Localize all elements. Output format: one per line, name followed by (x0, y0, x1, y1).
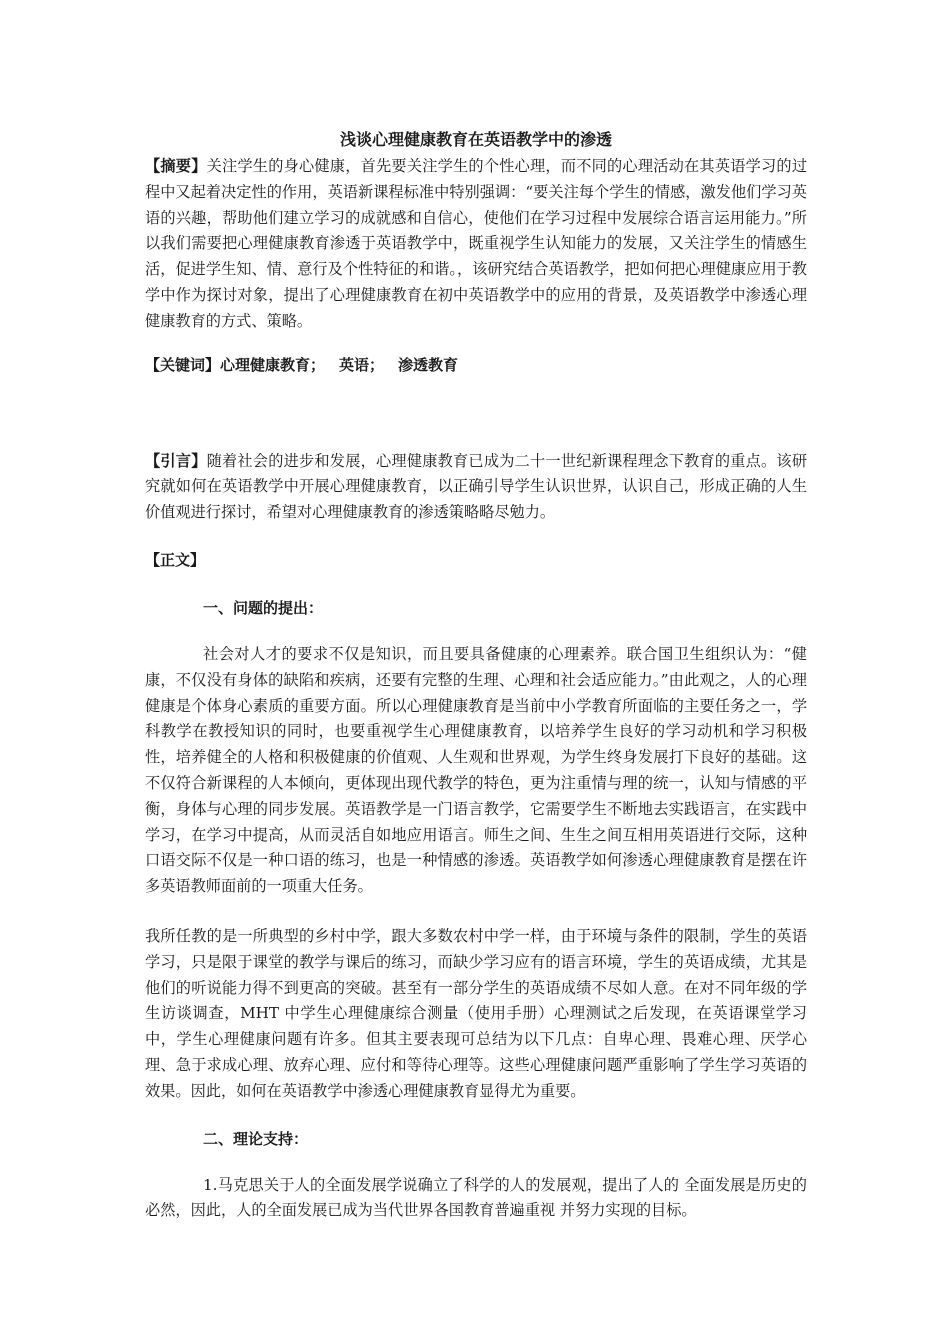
keywords-label: 【关键词】 (145, 355, 221, 374)
body-label: 【正文】 (145, 550, 206, 569)
document-page (145, 128, 807, 1224)
body-paragraph: 社会对人才的要求不仅是知识，而且要具备健康的心理素养。联合国卫生组织认为：“健康，不仅没有身体的缺陷和疾病，还要有完整的生理、心理和社会适应能力。”由此观之，人的心理健康是个体身心素质的重要方面。所以心理健康教育是当前中小学教育所面临的主要任务之一，学科教学在教授知识的同时，也要重视学生心理健康教育，以培养学生良好的学习动机和学习积极性，培养健全的人格和积极健康的价值观、人生观和世界观，为学生终身发展打下良好的基础。这不仅符合新课程的人本倾向，更体现出现代教学的特色，更为注重情与理的统一，认知与情感的平衡，身体与心理的同步发展。英语教学是一门语言教学，它需要学生不断地去实践语言，在实践中学习，在学习中提高，从而灵活自如地应用语言。师生之间、生生之间互相用英语进行交际，这种口语交际不仅是一种口语的练习，也是一种情感的渗透。英语教学如何渗透心理健康教育是摆在许多英语教师面前的一项重大任务。 (145, 644, 807, 896)
intro-text: 随着社会的进步和发展，心理健康教育已成为二十一世纪新课程理念下教育的重点。该研究就如何在英语教学中开展心理健康教育，以正确引导学生认识世界，认识自己，形成正确的人生价值观进行探讨，希望对心理健康教育的渗透策略略尽勉力。 (145, 451, 808, 522)
body-paragraph: 1.马克思关于人的全面发展学说确立了科学的人的发展观，提出了人的 全面发展是历史的必然，因此，人的全面发展已成为当代世界各国教育普遍重视 并努力实现的目标。 (145, 1175, 807, 1220)
keyword-item: 英语； (339, 355, 385, 374)
body-paragraph: 我所任教的是一所典型的乡村中学，跟大多数农村中学一样，由于环境与条件的限制，学生的英语学习，只是限于课堂的教学与课后的练习，而缺少学习应有的语言环境，学生的英语成绩，尤其是他们的听说能力得不到更高的突破。甚至有一部分学生的英语成绩不尽如人意。在对不同年级的学生访谈调查，MHT 中学生心理健康综合测量（使用手册）心理测试之后发现，在英语课堂学习中，学生心理健康问题有许多。但其主要表现可总结为以下几点：自卑心理、畏难心理、厌学心理、急于求成心理、放弃心理、应付和等待心理等。这些心理健康问题严重影响了学生学习英语的效果。因此，如何在英语教学中渗透心理健康教育显得尤为重要。 (145, 926, 807, 1100)
keywords-line (145, 353, 807, 377)
section-heading: 二、理论支持： (203, 1129, 309, 1148)
intro-paragraph (145, 449, 807, 526)
document-title: 浅谈心理健康教育在英语教学中的渗透 (339, 130, 612, 149)
abstract-label: 【摘要】 (145, 157, 207, 175)
keyword-item: 心理健康教育； (220, 355, 326, 374)
abstract-paragraph (145, 154, 807, 335)
section-heading: 一、问题的提出： (203, 598, 324, 617)
keyword-item: 渗透教育 (398, 355, 459, 374)
intro-label: 【引言】 (145, 451, 207, 470)
abstract-text: 关注学生的身心健康，首先要关注学生的个性心理，而不同的心理活动在其英语学习的过程中又起着决定性的作用，英语新课程标准中特别强调：“要关注每个学生的情感，激发他们学习英语的兴趣，帮助他们建立学习的成就感和自信心，使他们在学习过程中发展综合语言运用能力。”所以我们需要把心理健康教育渗透于英语教学中，既重视学生认知能力的发展，又关注学生的情感生活，促进学生知、情、意行及个性特征的和谐。，该研究结合英语教学，把如何把心理健康应用于教学中作为探讨对象，提出了心理健康教育在初中英语教学中的应用的背景，及英语教学中渗透心理健康教育的方式、策略。 (145, 157, 808, 330)
